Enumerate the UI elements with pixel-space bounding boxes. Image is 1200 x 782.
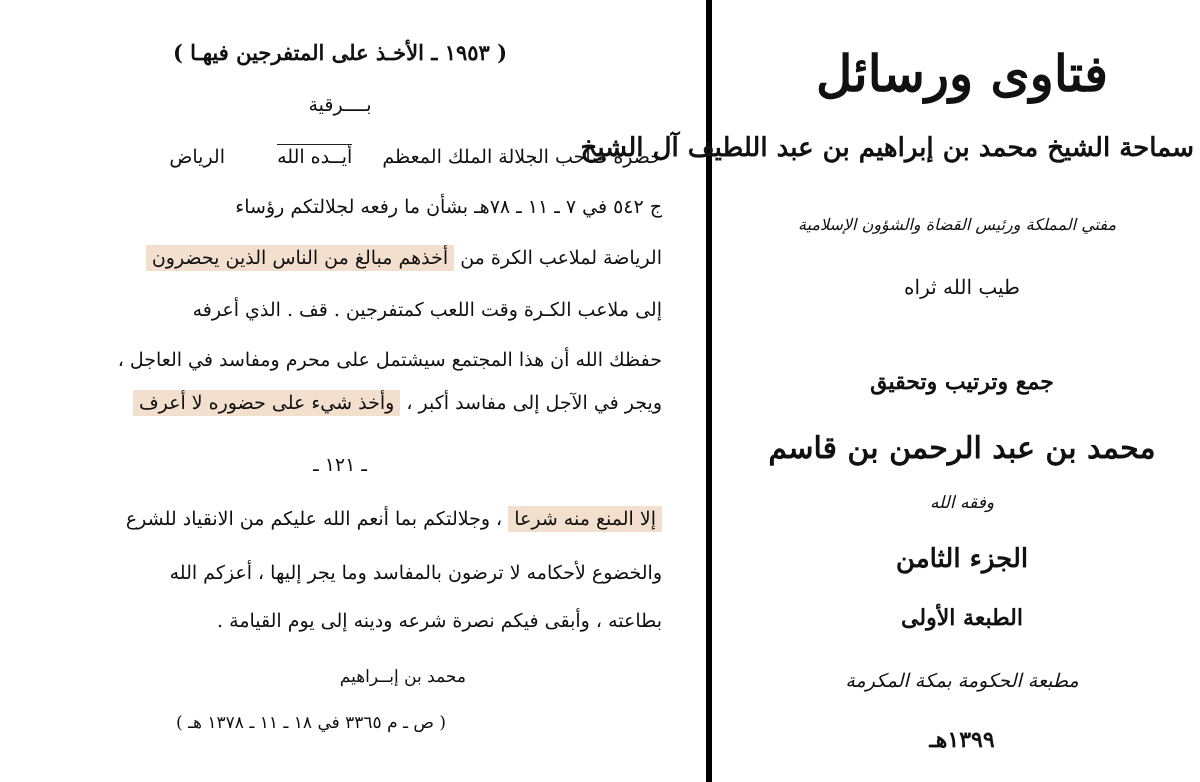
line-3-plain: الرياضة لملاعب الكرة من (460, 247, 662, 269)
compiler-name: محمد بن عبد الرحمن بن قاسم (768, 431, 1156, 466)
signature: محمد بن إبــراهيم (339, 667, 466, 687)
highlight-line-6: وأخذ شيء على حضوره لا أعرف (133, 390, 400, 416)
place-name: الرياض (169, 146, 225, 168)
page-number: ـ ١٢١ ـ (313, 454, 367, 476)
edition-label: الطبعة الأولى (901, 605, 1023, 631)
reference-line: ( ص ـ م ٣٣٦٥ في ١٨ ـ ١١ ـ ١٣٧٨ هـ ) (176, 713, 446, 733)
body-line-5: حفظك الله أن هذا المجتمع سيشتمل على محرم ومفاسد في العاجل ، (117, 349, 662, 371)
compiler-blessing: وفقه الله (929, 493, 995, 513)
address-line (32, 142, 662, 172)
telegram-label: بــــرقية (308, 94, 372, 116)
highlight-line-7: إلا المنع منه شرعا (508, 506, 662, 532)
compiled-by: جمع وترتيب وتحقيق (870, 369, 1054, 395)
body-line-7 (32, 504, 662, 534)
publication-year: ١٣٩٩هـ (929, 727, 995, 753)
article-heading: ( ١٩٥٣ ـ الأخـذ على المتفرجين فيهـا ) (172, 40, 508, 65)
body-line-4: إلى ملاعب الكـرة وقت اللعب كمتفرجين . قف . الذي أعرفه (192, 299, 662, 321)
body-line-8: والخضوع لأحكامه لا ترضون بالمفاسد وما يجر إليها ، أعزكم الله (169, 562, 662, 584)
author-line: سماحة الشيخ محمد بن إبراهيم بن عبد اللطيف آل الشيخ (580, 133, 1194, 163)
printer-label: مطبعة الحكومة بمكة المكرمة (845, 670, 1079, 692)
blessing-text: أيــده الله (277, 146, 353, 168)
author-role: مفتي المملكة ورئيس القضاة والشؤون الإسلامية (797, 215, 1117, 234)
book-title: فتاوى ورسائل (815, 44, 1109, 103)
blessing: طيب الله ثراه (904, 275, 1020, 299)
body-line-6 (32, 388, 662, 418)
line-7-plain: ، وجلالتكم بما أنعم الله عليكم من الانقياد للشرع (125, 508, 503, 530)
body-line-9: بطاعته ، وأبقى فيكم نصرة شرعه ودينه إلى يوم القيامة . (217, 610, 662, 632)
volume-label: الجزء الثامن (895, 544, 1029, 574)
body-line-3 (32, 243, 662, 273)
line-6-plain: ويجر في الآجل إلى مفاسد أكبر ، (406, 392, 662, 414)
body-line-2: ج ٥٤٢ في ٧ ـ ١١ ـ ٧٨هـ بشأن ما رفعه لجلالتكم رؤساء (235, 196, 662, 218)
highlight-line-3: أخذهم مبالغ من الناس الذين يحضرون (146, 245, 454, 271)
addressee: حضرة صاحب الجلالة الملك المعظم (382, 146, 662, 168)
